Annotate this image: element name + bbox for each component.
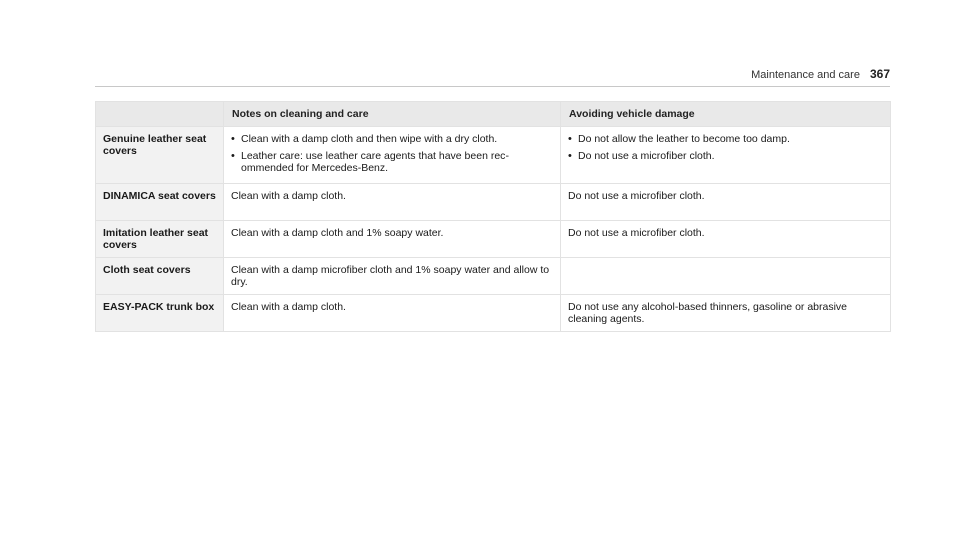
row-notes: Clean with a damp cloth. bbox=[224, 295, 561, 332]
row-notes: Clean with a damp cloth. bbox=[224, 184, 561, 221]
row-avoid: Do not use any alcohol-based thinners, gasoline or abrasive cleaning agents. bbox=[561, 295, 891, 332]
table-header-row bbox=[96, 102, 891, 127]
table-row bbox=[96, 221, 891, 258]
row-item: Imitation leather seat covers bbox=[96, 221, 224, 258]
list-item: • Leather care: use leather care agents that have been recommended for Mercedes-Benz. bbox=[231, 150, 553, 174]
row-avoid bbox=[561, 258, 891, 295]
row-avoid bbox=[561, 127, 891, 184]
notes-list bbox=[231, 133, 553, 174]
row-item: Cloth seat covers bbox=[96, 258, 224, 295]
row-avoid: Do not use a microfiber cloth. bbox=[561, 184, 891, 221]
avoid-list bbox=[568, 133, 883, 162]
row-notes: Clean with a damp cloth and 1% soapy water. bbox=[224, 221, 561, 258]
list-item: • Clean with a damp cloth and then wipe with a dry cloth. bbox=[231, 133, 553, 145]
row-notes: Clean with a damp microfiber cloth and 1% soapy water and allow to dry. bbox=[224, 258, 561, 295]
row-avoid: Do not use a microfiber cloth. bbox=[561, 221, 891, 258]
row-item: DINAMICA seat covers bbox=[96, 184, 224, 221]
section-title: Maintenance and care bbox=[751, 69, 860, 81]
table-row bbox=[96, 184, 891, 221]
column-header-notes: Notes on cleaning and care bbox=[224, 102, 561, 127]
page-number: 367 bbox=[869, 67, 890, 81]
table-row bbox=[96, 258, 891, 295]
page-header bbox=[95, 66, 890, 87]
row-item: EASY-PACK trunk box bbox=[96, 295, 224, 332]
row-item: Genuine leather seat covers bbox=[96, 127, 224, 184]
table-row bbox=[96, 295, 891, 332]
table-row bbox=[96, 127, 891, 184]
list-item: • Do not allow the leather to become too damp. bbox=[568, 133, 883, 145]
list-item: • Do not use a microfiber cloth. bbox=[568, 150, 883, 162]
cleaning-care-table bbox=[95, 101, 891, 332]
column-header-avoid: Avoiding vehicle damage bbox=[561, 102, 891, 127]
row-notes bbox=[224, 127, 561, 184]
header-text bbox=[751, 67, 890, 81]
column-header-item bbox=[96, 102, 224, 127]
